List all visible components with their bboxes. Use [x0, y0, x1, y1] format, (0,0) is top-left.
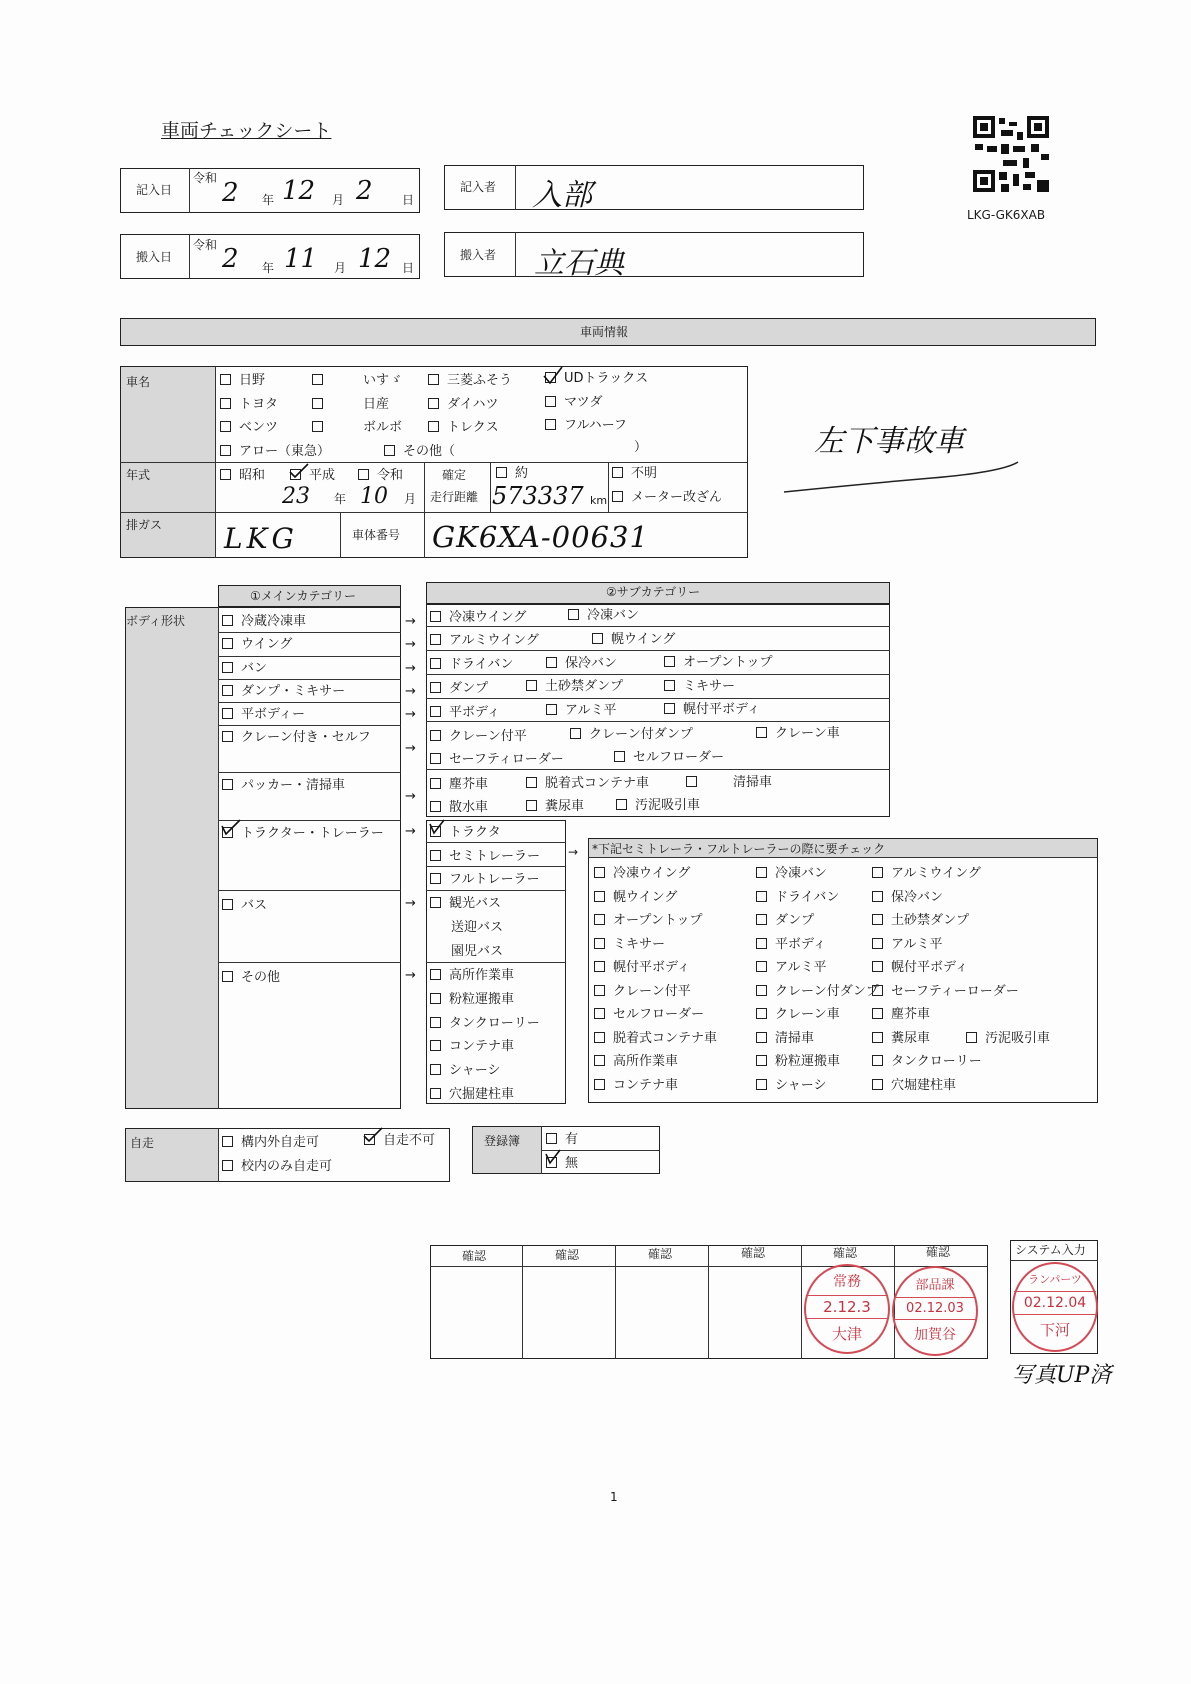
entry-year-unit: 年	[262, 193, 275, 207]
qr-code-icon	[973, 116, 1049, 192]
maker-arrow[interactable]: アロー（東急）	[220, 444, 330, 459]
main-reefer[interactable]: 冷蔵冷凍車	[222, 614, 306, 629]
delivery-person-box	[444, 232, 864, 277]
main-crane-self[interactable]: クレーン付き・セルフ	[222, 730, 371, 745]
trailer-option[interactable]	[872, 913, 969, 928]
trailer-option[interactable]	[594, 1007, 704, 1022]
self-drive-label: 自走	[130, 1136, 155, 1150]
trailer-option[interactable]	[756, 984, 879, 999]
checkbox-icon[interactable]	[756, 1032, 767, 1043]
trailer-option[interactable]	[594, 937, 665, 952]
confirm-label-6: 確認	[926, 1245, 951, 1259]
trailer-option[interactable]	[872, 1031, 930, 1046]
trailer-option-label: 土砂禁ダンプ	[891, 913, 970, 928]
checkbox-icon[interactable]	[756, 1079, 767, 1090]
delivery-day-unit: 日	[402, 261, 415, 275]
trailer-option-label: シャーシ	[775, 1077, 827, 1093]
confirm-label-4: 確認	[741, 1246, 766, 1260]
main-wing[interactable]: ウイング	[222, 637, 292, 652]
checkbox-icon[interactable]	[594, 985, 605, 996]
delivery-month: 11	[284, 244, 318, 274]
maker-other[interactable]: その他（	[384, 444, 455, 459]
maker-trex[interactable]: トレクス	[428, 420, 499, 435]
page-number: 1	[610, 1490, 618, 1504]
sub-tour-bus[interactable]: 観光バス	[430, 896, 501, 911]
confirm-label-2: 確認	[555, 1248, 580, 1262]
trailer-check-header: *下記セミトレーラ・フルトレーラーの際に要チェック	[592, 842, 886, 856]
maker-mitsubishi[interactable]: 三菱ふそう	[428, 373, 512, 388]
trailer-option-label: ミキサー	[613, 936, 666, 952]
body-shape-label: ボディ形状	[126, 614, 186, 628]
sub-self-loader[interactable]: セルフローダー	[614, 750, 724, 765]
maker-fruehauf[interactable]: フルハーフ	[545, 418, 627, 433]
sub-detachable-container[interactable]: 脱着式コンテナ車	[526, 776, 649, 791]
sub-cleaning-truck[interactable]: 清掃車	[686, 775, 772, 790]
checkbox-icon[interactable]	[594, 1055, 605, 1066]
trailer-option-label: 冷凍ウイング	[613, 866, 691, 881]
maker-volvo[interactable]: ボルボ	[312, 420, 402, 435]
entry-person-box	[444, 165, 864, 210]
delivery-day: 12	[358, 244, 392, 274]
checkbox-icon[interactable]	[872, 1079, 883, 1090]
maker-label: 車名	[126, 375, 151, 389]
trailer-option[interactable]	[756, 1007, 840, 1022]
trailer-option-label: 冷凍バン	[775, 866, 828, 881]
trailer-option[interactable]	[756, 937, 826, 952]
main-dump-mixer[interactable]: ダンプ・ミキサー	[222, 684, 345, 699]
main-other[interactable]: その他	[222, 970, 280, 985]
sub-insulated-van[interactable]: 保冷バン	[546, 656, 617, 671]
note-underline	[782, 448, 1022, 498]
trailer-option[interactable]	[594, 1031, 717, 1046]
checkbox-icon[interactable]	[756, 985, 767, 996]
trailer-option-label: 塵芥車	[891, 1007, 931, 1022]
arrow-icon: →	[405, 637, 416, 652]
era-showa[interactable]: 昭和	[220, 468, 265, 483]
era-heisei[interactable]: 平成	[290, 468, 335, 483]
arrow-icon: →	[405, 684, 416, 699]
sub-semi-trailer[interactable]: セミトレーラー	[430, 849, 540, 864]
stamp-jomu: 常務 2.12.3 大津	[804, 1264, 890, 1354]
model-year-unit: 年	[334, 492, 347, 506]
sub-safety-loader[interactable]: セーフティローダー	[430, 752, 564, 767]
arrow-icon: →	[405, 707, 416, 722]
trailer-option-label: 幌付平ボディ	[891, 960, 968, 975]
trailer-option[interactable]	[594, 866, 690, 881]
mileage-unit: km	[590, 494, 608, 507]
self-drive-yard[interactable]: 構内外自走可	[222, 1135, 319, 1150]
trailer-option[interactable]	[756, 890, 839, 905]
trailer-option[interactable]	[594, 1078, 678, 1093]
model-month: 10	[360, 484, 388, 509]
trailer-option-label: タンクローリー	[891, 1054, 982, 1069]
checkbox-icon[interactable]	[872, 1032, 883, 1043]
trailer-option[interactable]	[594, 890, 677, 905]
sub-pole-truck[interactable]: 穴掘建柱車	[430, 1087, 514, 1102]
sub-reefer-van[interactable]: 冷凍バン	[568, 608, 639, 623]
era-reiwa[interactable]: 令和	[358, 468, 403, 483]
arrow-icon: →	[405, 661, 416, 676]
entry-month: 12	[282, 176, 316, 206]
checkbox-icon[interactable]	[594, 1008, 605, 1019]
sub-alu-flat[interactable]: アルミ平	[546, 703, 616, 718]
maker-other-close: ）	[634, 440, 648, 455]
checkbox-icon[interactable]	[594, 961, 605, 972]
sub-crane-dump[interactable]: クレーン付ダンプ	[570, 727, 693, 742]
sub-tank-lorry[interactable]: タンクローリー	[430, 1016, 540, 1031]
trailer-option-label: 幌付平ボディ	[613, 960, 690, 975]
checkbox-icon[interactable]	[756, 961, 767, 972]
trailer-option-label: クレーン付ダンプ	[775, 983, 879, 999]
chassis-label: 車体番号	[352, 528, 401, 542]
stamp-parts-dept: 部品課 02.12.03 加賀谷	[892, 1266, 978, 1356]
entry-person: 入部	[532, 178, 592, 213]
sub-garbage-truck[interactable]: 塵芥車	[430, 777, 488, 792]
arrow-icon: →	[405, 896, 416, 911]
trailer-option[interactable]	[872, 937, 942, 952]
trailer-option[interactable]	[872, 984, 1019, 999]
delivery-year-unit: 年	[262, 261, 275, 275]
checkbox-icon[interactable]	[594, 1079, 605, 1090]
trailer-option[interactable]	[872, 1007, 930, 1022]
arrow-icon: →	[405, 968, 416, 983]
sub-reefer-wing[interactable]: 冷凍ウイング	[430, 610, 526, 625]
trailer-option[interactable]	[872, 866, 981, 881]
trailer-option[interactable]	[756, 1078, 826, 1093]
checkbox-icon[interactable]	[756, 1055, 767, 1066]
main-packer[interactable]: パッカー・清掃車	[222, 778, 345, 793]
photo-uploaded-note: 写真UP済	[1012, 1363, 1112, 1388]
arrow-icon: →	[568, 845, 579, 859]
trailer-option[interactable]	[756, 960, 826, 975]
sub-sludge-suction[interactable]: 汚泥吸引車	[616, 798, 700, 813]
entry-person-label: 記入者	[460, 180, 497, 194]
emission-label: 排ガス	[126, 518, 163, 532]
confirm-label-3: 確認	[648, 1247, 673, 1261]
entry-day: 2	[356, 176, 373, 206]
sub-canvas-flat[interactable]: 幌付平ボディ	[664, 702, 760, 717]
arrow-icon: →	[405, 741, 416, 756]
arrow-icon: →	[405, 614, 416, 629]
trailer-option-label: セルフローダー	[613, 1007, 705, 1022]
checkbox-icon[interactable]	[756, 938, 767, 949]
chassis-value: GK6XA-00631	[432, 520, 649, 554]
checkbox-icon[interactable]	[594, 938, 605, 949]
model-year: 23	[282, 484, 310, 509]
delivery-year: 2	[222, 244, 239, 274]
sub-category-title: ②サブカテゴリー	[606, 585, 701, 599]
system-input-label: システム入力	[1015, 1243, 1086, 1257]
delivery-era: 令和	[193, 238, 218, 252]
delivery-person-label: 搬入者	[460, 248, 497, 262]
sub-kindergarten-bus[interactable]: 園児バス	[451, 944, 504, 959]
sub-chassis[interactable]: シャーシ	[430, 1063, 500, 1078]
checkbox-icon[interactable]	[872, 961, 883, 972]
entry-year: 2	[222, 178, 239, 208]
accident-note: 左下事故車	[814, 424, 964, 459]
sub-canvas-wing[interactable]: 幌ウイング	[592, 632, 675, 647]
registration-no[interactable]: 無	[546, 1156, 578, 1171]
checkbox-icon[interactable]	[872, 1008, 883, 1019]
checkmark-icon	[362, 1126, 384, 1144]
checkbox-icon[interactable]	[756, 891, 767, 902]
maker-toyota[interactable]: トヨタ	[220, 397, 278, 412]
trailer-option-label: 穴堀建柱車	[891, 1077, 957, 1093]
trailer-option[interactable]	[872, 960, 968, 975]
sub-crane-truck[interactable]: クレーン車	[756, 726, 840, 741]
trailer-option-label: 清掃車	[775, 1030, 815, 1046]
trailer-option[interactable]	[756, 913, 814, 928]
mileage-label-confirmed: 確定	[442, 468, 467, 482]
trailer-option[interactable]	[594, 913, 702, 928]
checkbox-icon[interactable]	[756, 1008, 767, 1019]
arrow-icon: →	[405, 824, 416, 839]
checkmark-icon	[428, 818, 446, 836]
maker-ud[interactable]: UDトラックス	[545, 371, 648, 386]
trailer-option-label: 高所作業車	[613, 1054, 679, 1069]
sub-aerial-work[interactable]: 高所作業車	[430, 968, 514, 983]
sub-dry-van[interactable]: ドライバン	[430, 657, 513, 672]
trailer-option[interactable]	[872, 1054, 982, 1069]
checkmark-icon	[542, 366, 564, 386]
trailer-option[interactable]	[872, 1078, 956, 1093]
maker-isuzu[interactable]: いすゞ	[312, 373, 402, 388]
checkbox-icon[interactable]	[872, 891, 883, 902]
sub-crane-flat[interactable]: クレーン付平	[430, 729, 527, 744]
sub-mixer[interactable]: ミキサー	[664, 679, 735, 694]
qr-code-label: LKG-GK6XAB	[967, 208, 1046, 222]
checkmark-icon	[220, 818, 242, 838]
trailer-option-label: セーフティーローダー	[891, 983, 1019, 999]
meter-altered[interactable]: メーター改ざん	[612, 490, 722, 505]
sub-full-trailer[interactable]: フルトレーラー	[430, 872, 539, 887]
trailer-option-label: アルミウイング	[891, 866, 981, 881]
trailer-option[interactable]	[872, 890, 943, 905]
trailer-option[interactable]	[756, 1031, 814, 1046]
trailer-option-label: ダンプ	[775, 913, 815, 928]
maker-nissan[interactable]: 日産	[312, 397, 389, 412]
confirm-label-5: 確認	[833, 1246, 858, 1260]
trailer-option-label: クレーン車	[775, 1007, 840, 1022]
sub-flatbed[interactable]: 平ボディ	[430, 705, 500, 720]
trailer-option-label: 汚泥吸引車	[985, 1030, 1051, 1046]
trailer-option-label: コンテナ車	[613, 1077, 679, 1093]
maker-daihatsu[interactable]: ダイハツ	[428, 397, 498, 412]
sub-tractor[interactable]: トラクタ	[430, 825, 501, 840]
trailer-option[interactable]	[756, 866, 827, 881]
trailer-option[interactable]	[594, 984, 691, 999]
registration-label: 登録簿	[484, 1134, 521, 1148]
trailer-option-label: 幌ウイング	[613, 889, 678, 905]
sub-container-truck[interactable]: コンテナ車	[430, 1039, 514, 1054]
main-tractor-trailer[interactable]: トラクター・トレーラー	[222, 826, 384, 841]
trailer-option-label: 脱着式コンテナ車	[613, 1030, 718, 1046]
emission-value: LKG	[224, 522, 298, 555]
checkbox-icon[interactable]	[594, 1032, 605, 1043]
entry-month-unit: 月	[332, 193, 345, 207]
checkbox-icon[interactable]	[594, 914, 605, 925]
sub-powder-carrier[interactable]: 粉粒運搬車	[430, 992, 514, 1007]
main-flatbed[interactable]: 平ボディー	[222, 707, 305, 722]
trailer-option-label: ドライバン	[775, 889, 840, 905]
registration-yes[interactable]: 有	[546, 1132, 578, 1147]
confirm-label-1: 確認	[462, 1249, 487, 1263]
checkmark-icon	[544, 1148, 562, 1166]
main-bus[interactable]: バス	[222, 898, 267, 913]
arrow-icon: →	[405, 789, 416, 804]
trailer-option[interactable]	[756, 1054, 840, 1069]
page-title: 車両チェックシート	[161, 120, 332, 142]
trailer-option-label: アルミ平	[775, 960, 827, 975]
mileage-label: 走行距離	[430, 490, 479, 504]
delivery-month-unit: 月	[334, 261, 347, 275]
self-drive-no[interactable]: 自走不可	[364, 1133, 435, 1148]
sub-shuttle-bus[interactable]: 送迎バス	[451, 920, 504, 935]
trailer-option[interactable]	[594, 960, 690, 975]
maker-mazda[interactable]: マツダ	[545, 395, 602, 410]
mileage-value: 573337	[492, 482, 584, 510]
checkbox-icon[interactable]	[872, 1055, 883, 1066]
sub-dump[interactable]: ダンプ	[430, 681, 488, 696]
checkbox-icon[interactable]	[872, 867, 883, 878]
sub-alu-wing[interactable]: アルミウイング	[430, 633, 539, 648]
sub-night-soil[interactable]: 糞尿車	[526, 799, 584, 814]
self-drive-inside[interactable]: 校内のみ自走可	[222, 1159, 332, 1174]
sub-open-top[interactable]: オープントップ	[664, 655, 772, 670]
main-van[interactable]: バン	[222, 661, 267, 676]
trailer-option-label: 糞尿車	[891, 1030, 931, 1046]
sub-sprinkler[interactable]: 散水車	[430, 800, 488, 815]
checkbox-icon[interactable]	[594, 867, 605, 878]
model-year-label: 年式	[126, 468, 151, 482]
trailer-option[interactable]	[966, 1031, 1050, 1046]
entry-date-label: 記入日	[136, 183, 173, 197]
mileage-unknown[interactable]: 不明	[612, 466, 657, 481]
entry-day-unit: 日	[402, 193, 415, 207]
mileage-approx[interactable]: 約	[496, 466, 528, 481]
trailer-option[interactable]	[594, 1054, 678, 1069]
delivery-person: 立石典	[534, 246, 624, 281]
checkbox-icon[interactable]	[756, 867, 767, 878]
checkbox-icon[interactable]	[756, 914, 767, 925]
delivery-date-label: 搬入日	[136, 250, 173, 264]
trailer-option-label: 平ボディ	[775, 936, 826, 952]
maker-hino[interactable]: 日野	[220, 373, 265, 388]
model-month-unit: 月	[404, 492, 417, 506]
checkbox-icon[interactable]	[872, 938, 883, 949]
maker-benz[interactable]: ベンツ	[220, 420, 278, 435]
trailer-option-label: 保冷バン	[891, 889, 944, 905]
trailer-option-label: オープントップ	[613, 913, 703, 928]
sub-sand-dump[interactable]: 土砂禁ダンプ	[526, 679, 623, 694]
vehicle-info-title: 車両情報	[580, 325, 629, 339]
stamp-system: ランパーツ 02.12.04 下河	[1012, 1262, 1098, 1352]
checkmark-icon	[288, 462, 310, 480]
trailer-option-label: クレーン付平	[613, 983, 691, 999]
checkbox-icon[interactable]	[594, 891, 605, 902]
entry-era: 令和	[193, 171, 218, 185]
checkbox-icon[interactable]	[966, 1032, 977, 1043]
trailer-option-label: 粉粒運搬車	[775, 1054, 841, 1069]
main-category-title: ①メインカテゴリー	[250, 589, 357, 603]
checkbox-icon[interactable]	[872, 914, 883, 925]
trailer-option-label: アルミ平	[891, 936, 943, 952]
checkbox-icon[interactable]	[872, 985, 883, 996]
